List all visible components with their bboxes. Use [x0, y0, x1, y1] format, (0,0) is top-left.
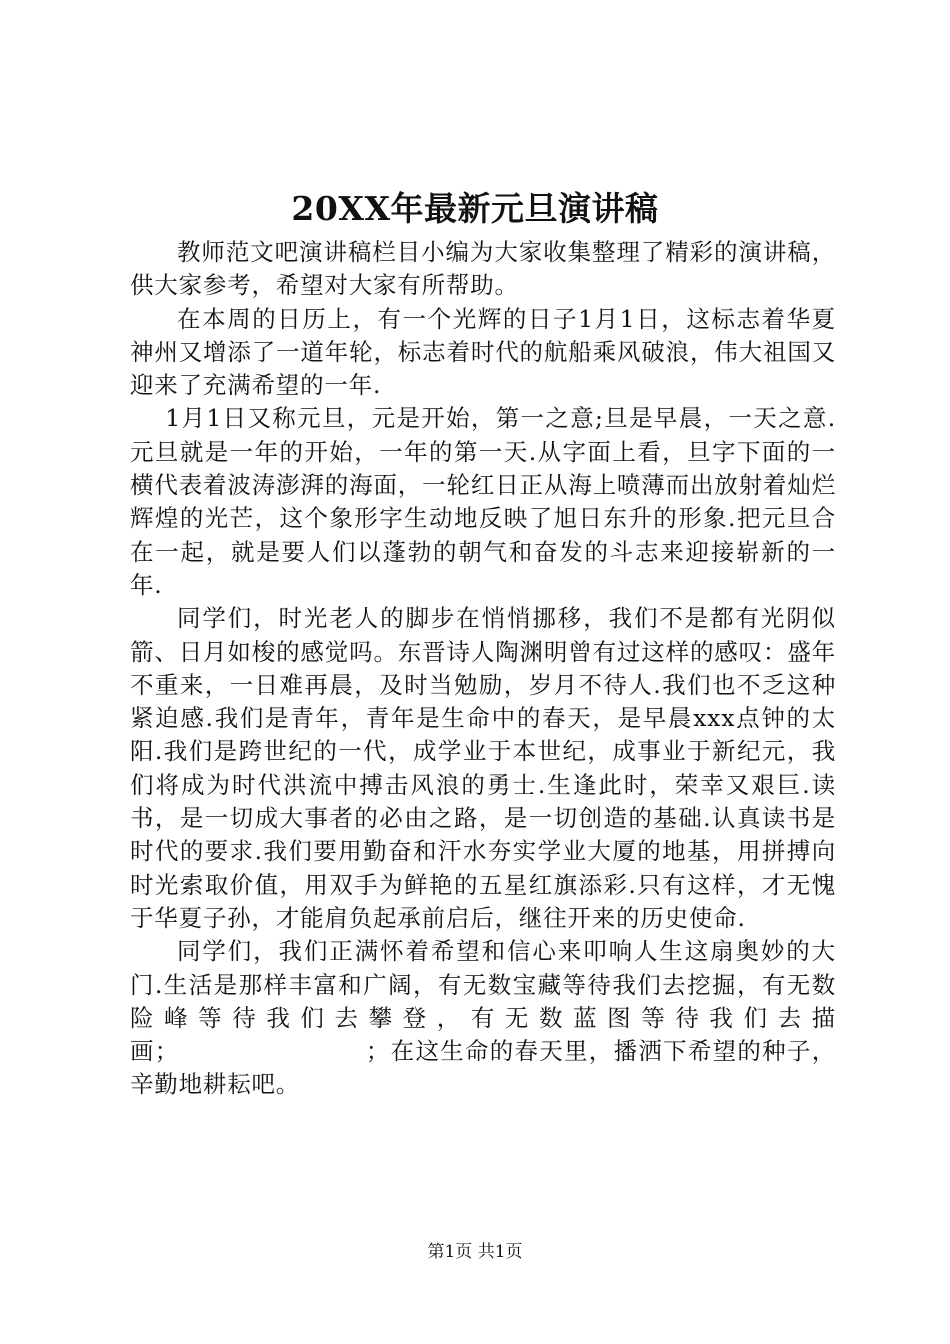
paragraph-time-passing: 同学们，时光老人的脚步在悄悄挪移，我们不是都有光阴似箭、日月如梭的感觉吗。东晋诗人陶渊明曾有过这样的感叹：盛年不重来，一日难再晨，及时当勉励，岁月不待人.我们也不乏这种紧迫感.我们是青年，青年是生命中的春天，是早晨xxx点钟的太阳.我们是跨世纪的一代，成学业于本世纪，成事业于新纪元，我们将成为时代洪流中搏击风浪的勇士.生逢此时，荣幸又艰巨.读书，是一切成大事者的必由之路，是一切创造的基础.认真读书是时代的要求.我们要用勤奋和汗水夯实学业大厦的地基，用拼搏向时光索取价值，用双手为鲜艳的五星红旗添彩.只有这样，才无愧于华夏子孙，才能肩负起承前启后，继往开来的历史使命.: [130, 604, 836, 932]
document-title: 20XX年最新元旦演讲稿: [291, 189, 659, 228]
document-body: [130, 236, 836, 1102]
paragraph-conclusion: 同学们，我们正满怀着希望和信心来叩响人生这扇奥妙的大门.生活是那样丰富和广阔，有无数宝藏等待我们去挖掘，有无数险峰等待我们去攀登，有无数蓝图等待我们去描画； ；在这生命的春天里，播洒下希望的种子，辛勤地耕耘吧。: [130, 937, 836, 1099]
page-number-footer: 第1页 共1页: [427, 1242, 523, 1262]
paragraph-calendar: 在本周的日历上，有一个光辉的日子1月1日，这标志着华夏神州又增添了一道年轮，标志着时代的航船乘风破浪，伟大祖国又迎来了充满希望的一年.: [130, 304, 836, 400]
paragraph-yuandan-meaning: 1月1日又称元旦，元是开始，第一之意;旦是早晨，一天之意.元旦就是一年的开始，一年的第一天.从字面上看，旦字下面的一横代表着波涛澎湃的海面，一轮红日正从海上喷薄而出放射着灿烂辉煌的光芒，这个象形字生动地反映了旭日东升的形象.把元旦合在一起，就是要人们以蓬勃的朝气和奋发的斗志来迎接崭新的一年.: [130, 404, 836, 599]
paragraph-intro: 教师范文吧演讲稿栏目小编为大家收集整理了精彩的演讲稿，供大家参考，希望对大家有所帮助。: [130, 238, 836, 300]
